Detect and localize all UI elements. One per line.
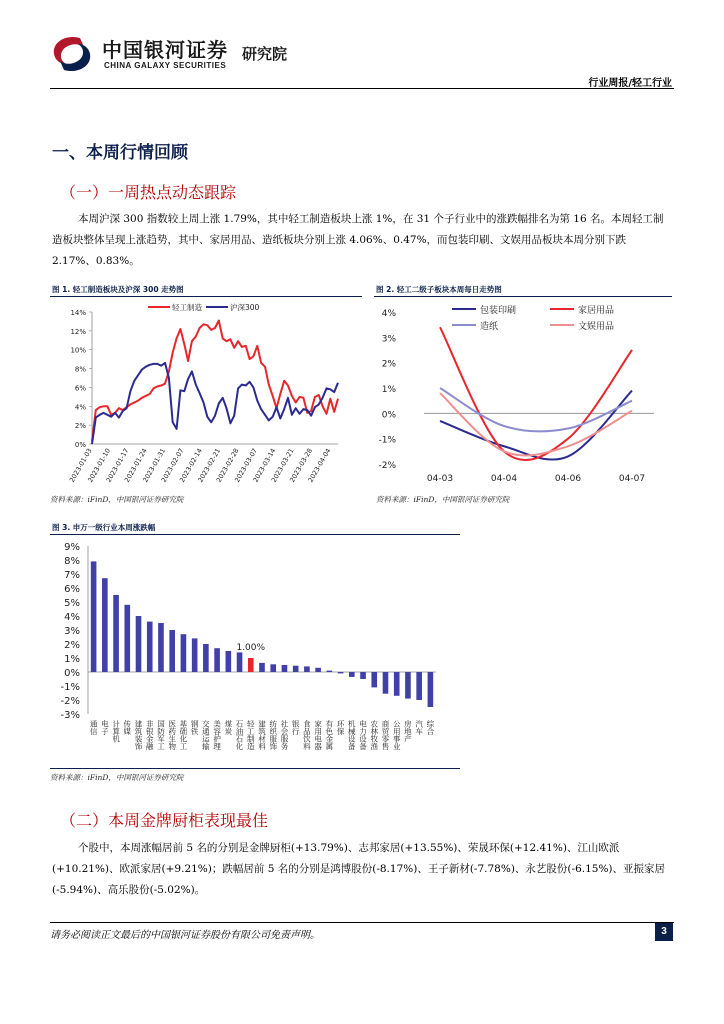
bar-建筑材料 [259, 663, 265, 672]
bar-环保 [338, 672, 344, 673]
x-category-label: 建筑装饰 [134, 720, 144, 750]
y-tick-label: 5% [64, 598, 80, 609]
figure-3-bottom-rule [50, 768, 460, 769]
x-category-label: 传媒 [122, 720, 132, 735]
figure-1-chart [50, 298, 362, 488]
x-tick-label: 2023-01-03 [67, 447, 94, 484]
x-category-label: 有色金属 [324, 720, 334, 750]
x-category-label: 非银金融 [145, 720, 155, 750]
bar-基础化工 [181, 634, 187, 672]
brand-name-cn: 中国银河证券 [102, 38, 228, 62]
y-tick-label: 6% [74, 384, 86, 393]
x-category-label: 建筑材料 [257, 720, 267, 750]
x-tick-label: 2023-02-28 [214, 447, 241, 484]
x-category-label: 国防军工 [156, 720, 166, 750]
bar-银行 [293, 666, 299, 672]
x-tick-label: 2023-03-07 [233, 447, 259, 484]
y-tick-label: 7% [64, 570, 80, 581]
y-tick-label: 2% [64, 640, 80, 651]
bar-农林牧渔 [371, 672, 377, 687]
bar-钢铁 [192, 638, 198, 672]
x-tick-label: 04-03 [426, 474, 454, 484]
x-tick-label: 04-04 [490, 474, 518, 484]
x-tick-label: 04-06 [554, 474, 582, 484]
x-category-label: 农林牧渔 [369, 720, 379, 750]
y-tick-label: 0% [74, 441, 86, 449]
bar-综合 [428, 672, 434, 707]
y-tick-label: 4% [381, 309, 396, 319]
x-tick-label: 2023-04-04 [306, 447, 333, 484]
y-tick-label: 4% [74, 403, 86, 412]
bar-医药生物 [169, 630, 175, 672]
legend-label: 包装印刷 [480, 306, 517, 316]
bar-房地产 [405, 672, 411, 699]
y-tick-label: 8% [64, 556, 80, 567]
y-tick-label: 0% [381, 410, 396, 421]
x-tick-label: 2023-01-17 [104, 447, 131, 484]
y-tick-label: 0% [64, 668, 80, 679]
x-category-label: 电子 [100, 720, 110, 735]
x-category-label: 综合 [425, 720, 435, 735]
x-category-label: 电力设备 [358, 720, 368, 750]
x-tick-label: 2023-01-24 [122, 447, 149, 484]
page-number: 3 [655, 923, 673, 941]
bar-石油石化 [237, 652, 243, 672]
bar-计算机 [113, 595, 119, 672]
x-category-label: 通信 [89, 720, 99, 735]
header-divider [50, 88, 674, 89]
series-line-1 [440, 327, 632, 460]
y-tick-label: 1% [381, 385, 396, 395]
institute-label: 研究院 [242, 45, 288, 63]
paragraph-2: 个股中，本周涨幅居前 5 名的分别是金牌厨柜(+13.79%)、志邦家居(+13.55%)、荣晟环保(+12.41%)、江山欧派(+10.21%)、欧派家居(+9.21%)；跌幅居前 5 名的分别是鸿博股份(-8.17%)、王子新材(-7.78%)、永艺股份(-6.15%)、亚振家居(-5.94%)、高乐股份(-5.02%)。 [52, 842, 666, 896]
y-tick-label: 9% [64, 542, 80, 553]
bar-建筑装饰 [136, 616, 142, 672]
bar-非银金融 [147, 622, 153, 672]
y-tick-label: 2% [74, 422, 86, 431]
figure-1-source: 资料来源：iFinD，中国银河证券研究院 [50, 495, 184, 504]
x-category-label: 基础化工 [178, 720, 188, 750]
bar-国防军工 [158, 623, 164, 672]
x-category-label: 交通运输 [201, 720, 211, 750]
x-category-label: 食品饮料 [302, 720, 312, 750]
series-line-hs300 [92, 363, 338, 444]
y-tick-label: 10% [70, 346, 86, 355]
x-category-label: 公用事业 [392, 720, 402, 750]
x-category-label: 钢铁 [190, 720, 200, 735]
x-tick-label: 2023-03-28 [288, 447, 315, 484]
x-category-label: 医药生物 [167, 720, 177, 750]
y-tick-label: -2% [60, 696, 80, 707]
bar-电子 [102, 578, 108, 672]
figure-1-title: 图 1. 轻工制造板块及沪深 300 走势图 [52, 285, 184, 294]
x-category-label: 纺织服饰 [268, 720, 278, 750]
bar-轻工制造 [248, 658, 254, 672]
figure-2-rule [374, 296, 672, 297]
bar-煤炭 [226, 651, 232, 672]
legend-label: 造纸 [480, 322, 499, 332]
x-category-label: 环保 [336, 720, 346, 735]
section-title: 一、本周行情回顾 [52, 143, 188, 163]
figure-2-source: 资料来源：iFinD，中国银河证券研究院 [376, 495, 510, 504]
bar-机械设备 [349, 672, 355, 677]
y-tick-label: -1% [60, 682, 80, 693]
y-tick-label: -1% [378, 435, 396, 446]
figure-3-rule [50, 534, 460, 535]
y-tick-label: -3% [60, 710, 80, 721]
x-tick-label: 2023-03-21 [269, 447, 296, 484]
x-tick-label: 2023-02-14 [178, 447, 204, 484]
figure-1-rule [50, 296, 362, 297]
x-category-label: 银行 [291, 720, 301, 735]
series-line-light-industry [92, 321, 338, 442]
x-category-label: 房地产 [403, 720, 413, 743]
highlight-data-label: 1.00% [236, 643, 266, 653]
bar-美容护理 [214, 648, 220, 672]
y-tick-label: 2% [381, 359, 396, 370]
x-tick-label: 2023-02-07 [159, 447, 186, 484]
x-tick-label: 2023-02-21 [196, 447, 223, 484]
bar-通信 [91, 561, 97, 672]
bar-食品饮料 [304, 666, 310, 672]
y-tick-label: -2% [378, 461, 396, 471]
bar-传媒 [124, 605, 130, 672]
subsection-title-2: （二）本周金牌厨柜表现最佳 [60, 811, 269, 830]
y-tick-label: 4% [64, 612, 80, 623]
figure-2-chart [374, 298, 672, 488]
bar-汽车 [416, 672, 422, 700]
legend-label: 家居用品 [578, 306, 615, 316]
figure-2-title: 图 2. 轻工二级子板块本周每日走势图 [376, 285, 502, 294]
bar-公用事业 [394, 672, 400, 696]
legend-label: 沪深300 [230, 303, 260, 312]
bar-有色金属 [327, 671, 333, 672]
figure-3-title: 图 3. 申万一级行业本周涨跌幅 [52, 523, 156, 532]
brand-name-en: CHINA GALAXY SECURITIES [104, 61, 227, 70]
bar-纺织服饰 [270, 664, 276, 672]
x-category-label: 社会服务 [279, 720, 289, 750]
subsection-title-1: （一）一周热点动态跟踪 [60, 183, 237, 202]
legend-label: 文娱用品 [578, 322, 615, 332]
bar-电力设备 [360, 672, 366, 679]
figure-3-source: 资料来源：iFinD，中国银河证券研究院 [50, 773, 184, 782]
y-tick-label: 6% [64, 584, 80, 595]
x-category-label: 计算机 [111, 720, 121, 743]
y-tick-label: 14% [70, 309, 86, 317]
x-category-label: 汽车 [414, 720, 424, 735]
x-tick-label: 2023-01-31 [141, 447, 168, 484]
y-tick-label: 3% [64, 626, 80, 637]
bar-交通运输 [203, 644, 209, 672]
y-tick-label: 1% [64, 654, 80, 665]
x-category-label: 煤炭 [223, 720, 233, 735]
bar-家用电器 [315, 668, 321, 672]
x-tick-label: 2023-01-10 [86, 447, 113, 484]
x-category-label: 家用电器 [313, 720, 323, 750]
bar-商贸零售 [383, 672, 389, 694]
x-tick-label: 04-07 [618, 474, 646, 484]
x-category-label: 商贸零售 [380, 720, 390, 750]
x-category-label: 石油石化 [235, 720, 245, 750]
x-tick-label: 2023-03-14 [251, 447, 278, 484]
footer-disclaimer: 请务必阅读正文最后的中国银河证券股份有限公司免责声明。 [50, 930, 320, 941]
x-category-label: 机械设备 [347, 720, 357, 750]
series-line-0 [440, 391, 632, 460]
y-tick-label: 8% [74, 365, 86, 374]
figure-3-chart [50, 536, 462, 768]
paragraph-1: 本周沪深 300 指数较上周上涨 1.79%，其中轻工制造板块上涨 1%，在 31 个子行业中的涨跌幅排名为第 16 名。本周轻工制造板块整体呈现上涨趋势，其中、家居用品、造纸板块分别上涨 4.06%、0.47%，而包装印刷、文娱用品板块本周分别下跌 2.17%、0.83%。 [52, 213, 664, 267]
footer-divider [50, 922, 674, 923]
y-tick-label: 3% [381, 334, 396, 345]
report-type: 行业周报/轻工行业 [588, 78, 672, 89]
bar-社会服务 [282, 665, 288, 672]
legend-label: 轻工制造 [172, 303, 202, 312]
x-category-label: 轻工制造 [246, 720, 256, 750]
y-tick-label: 12% [70, 327, 86, 336]
galaxy-logo-icon [50, 34, 94, 74]
x-category-label: 美容护理 [212, 720, 222, 750]
